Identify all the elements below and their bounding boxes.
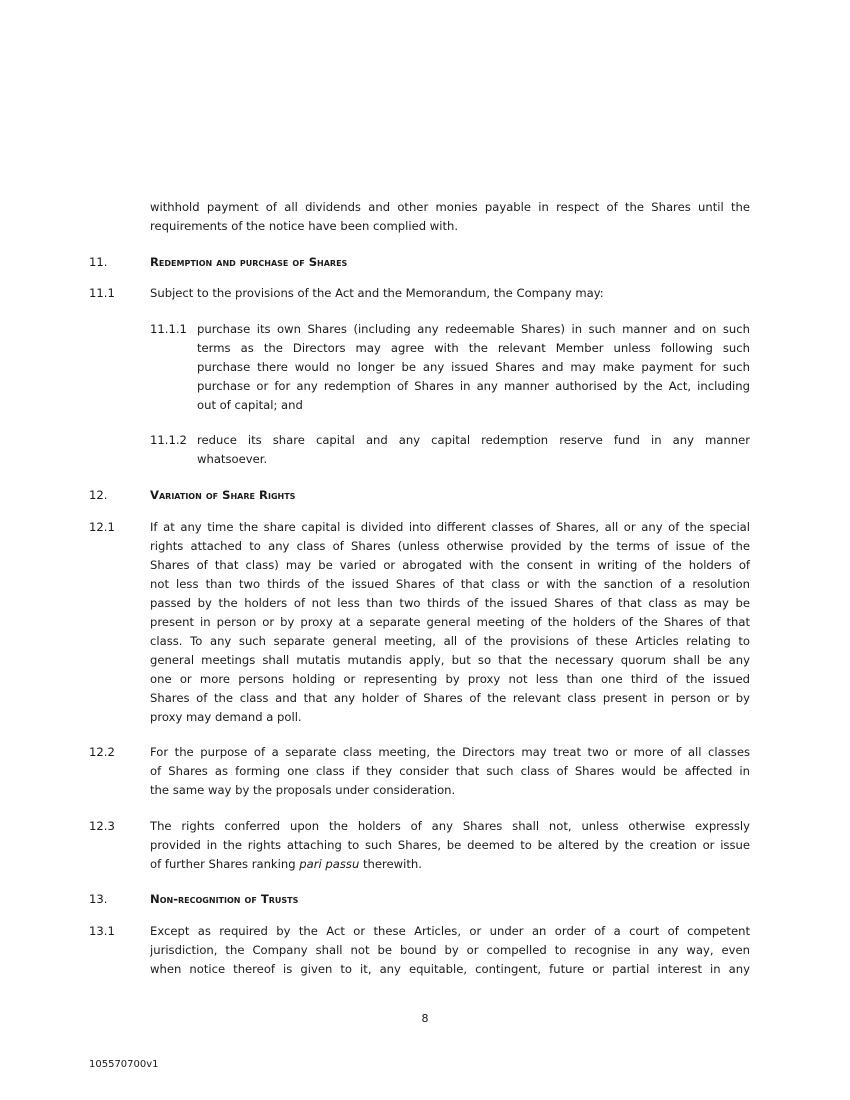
text-line: passed by the holders of not less than two thirds of the issued Shares of that class as may be [150, 596, 750, 610]
section-title: Non-recognition of Trusts [150, 892, 299, 906]
text-line: whatsoever. [197, 452, 268, 466]
text-line: The rights conferred upon the holders of any Shares shall not, unless otherwise expressly [150, 819, 750, 833]
text-line: withhold payment of all dividends and other monies payable in respect of the Shares until the [150, 200, 750, 214]
text-line [150, 855, 750, 874]
clause-number: 11.1.2 [150, 433, 187, 447]
clause-number: 13.1 [89, 924, 115, 938]
text-line: the same way by the proposals under consideration. [150, 783, 456, 797]
text-line: terms as the Directors may agree with the relevant Member unless following such [197, 341, 750, 355]
text-line: rights attached to any class of Shares (unless otherwise provided by the terms of issue of the [150, 539, 750, 553]
text-line: proxy may demand a poll. [150, 710, 302, 724]
paragraph-text [150, 198, 750, 236]
text-line: purchase its own Shares (including any redeemable Shares) in such manner and on such [197, 322, 750, 336]
document-reference: 105570700v1 [89, 1059, 159, 1070]
clause-number: 11.1 [89, 286, 115, 300]
clause-text [150, 817, 750, 874]
text-line: Except as required by the Act or these Articles, or under an order of a court of competent [150, 924, 750, 938]
text-line: when notice thereof is given to it, any equitable, contingent, future or partial interest in any [150, 962, 750, 976]
section-number: 11. [89, 255, 108, 269]
text-line: not less than two thirds of the issued Shares of that class or with the sanction of a resolution [150, 577, 750, 591]
text-line: out of capital; and [197, 398, 303, 412]
clause-number: 11.1.1 [150, 322, 187, 336]
text-line: For the purpose of a separate class meeting, the Directors may treat two or more of all classes [150, 745, 750, 759]
clause-text [150, 922, 750, 979]
text-line: requirements of the notice have been complied with. [150, 219, 459, 233]
text-line: reduce its share capital and any capital redemption reserve fund in any manner [197, 433, 750, 447]
text-line: Shares of that class) may be varied or abrogated with the consent in writing of the holders of [150, 558, 750, 572]
text-line: general meetings shall mutatis mutandis apply, but so that the necessary quorum shall be any [150, 653, 750, 667]
text-line: If at any time the share capital is divided into different classes of Shares, all or any of the special [150, 520, 750, 534]
text-segment: therewith. [359, 857, 422, 871]
text-line: present in person or by proxy at a separate general meeting of the holders of the Shares of that [150, 615, 750, 629]
text-segment: of further Shares ranking [150, 857, 300, 871]
text-line: class. To any such separate general meeting, all of the provisions of these Articles relating to [150, 634, 750, 648]
clause-number: 12.2 [89, 745, 115, 759]
clause-text [150, 518, 750, 727]
text-line: purchase or for any redemption of Shares in any manner authorised by the Act, including [197, 379, 750, 393]
text-line: Shares of the class and that any holder of Shares of the relevant class present in person or by [150, 691, 750, 705]
page-number: 8 [421, 1012, 429, 1025]
section-number: 12. [89, 488, 108, 502]
text-line: purchase there would no longer be any issued Shares and may make payment for such [197, 360, 750, 374]
text-line: of Shares as forming one class if they consider that such class of Shares would be affected in [150, 764, 750, 778]
italic-text: pari passu [299, 857, 360, 871]
text-line: Subject to the provisions of the Act and the Memorandum, the Company may: [150, 286, 604, 300]
clause-text [197, 320, 750, 415]
section-title: Variation of Share Rights [150, 488, 296, 502]
text-line: jurisdiction, the Company shall not be bound by or compelled to recognise in any way, even [150, 943, 750, 957]
text-line: provided in the rights attaching to such Shares, be deemed to be altered by the creation or issue [150, 838, 750, 852]
clause-text [150, 284, 750, 303]
text-line: one or more persons holding or representing by proxy not less than one third of the issued [150, 672, 750, 686]
clause-number: 12.3 [89, 819, 115, 833]
section-title: Redemption and purchase of Shares [150, 255, 348, 269]
clause-text [150, 743, 750, 800]
clause-text [197, 431, 750, 469]
section-number: 13. [89, 892, 108, 906]
clause-number: 12.1 [89, 520, 115, 534]
